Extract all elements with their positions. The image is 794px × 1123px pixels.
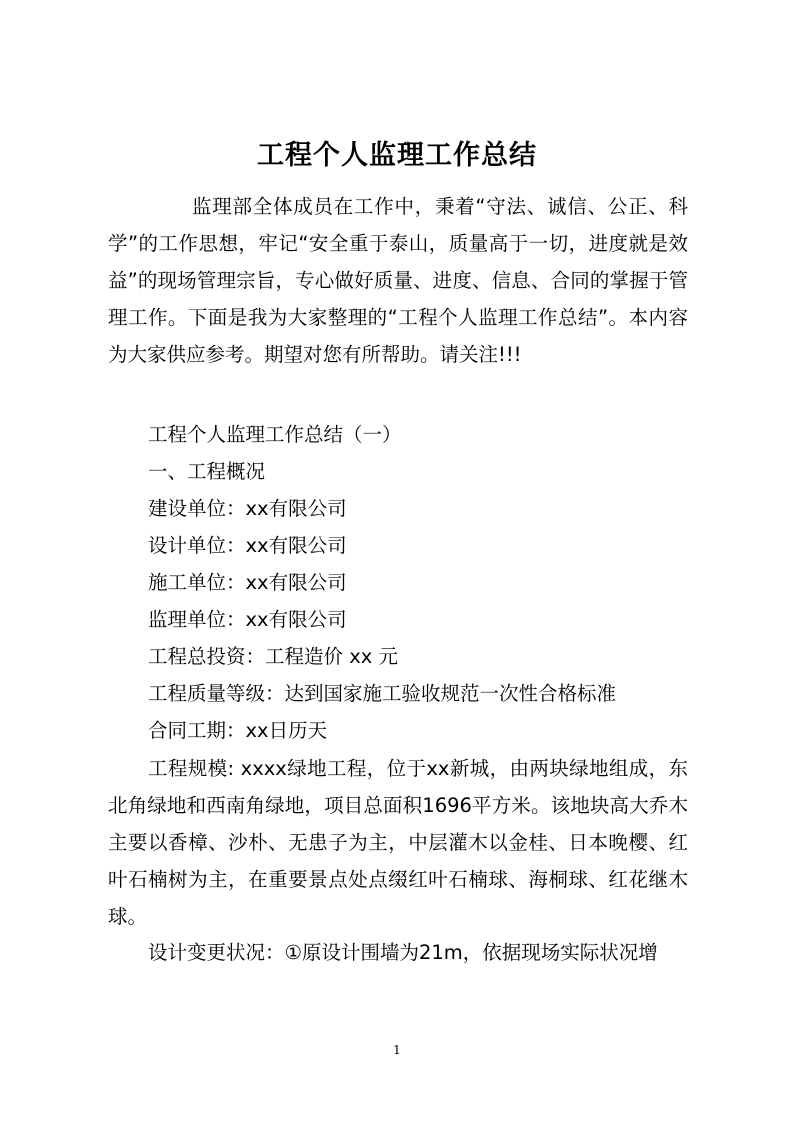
info-line-supervision-unit: 监理单位：xx有限公司 [148, 608, 347, 631]
info-line-builder-unit: 施工单位：xx有限公司 [148, 571, 347, 594]
info-line-contract-period: 合同工期：xx日历天 [148, 719, 328, 742]
info-line-quality-grade: 工程质量等级：达到国家施工验收规范一次性合格标准 [148, 682, 617, 705]
section-heading: 工程个人监理工作总结（一） [148, 423, 402, 446]
subsection-heading: 一、工程概况 [148, 460, 266, 483]
info-line-design-unit: 设计单位：xx有限公司 [148, 534, 347, 557]
intro-paragraph: 监理部全体成员在工作中，秉着“守法、诚信、公正、科学”的工作思想，牢记“安全重于泰山，质量高于一切，进度就是效益”的现场管理宗旨，专心做好质量、进度、信息、合同的掌握于管理工作。下面是我为大家整理的“工程个人监理工作总结”。本内容为大家供应参考。期望对您有所帮助。请关注!!! [108, 195, 688, 366]
document-title: 工程个人监理工作总结 [257, 140, 537, 171]
design-change-paragraph: 设计变更状况：①原设计围墙为21m，依据现场实际状况增 [148, 941, 658, 964]
info-line-construction-unit: 建设单位：xx有限公司 [148, 497, 347, 520]
page-number: 1 [393, 1043, 401, 1057]
scale-paragraph: 工程规模: xxxx绿地工程，位于xx新城，由两块绿地组成，东北角绿地和西南角绿地，项目总面积1696平方米。该地块高大乔木主要以香樟、沙朴、无患子为主，中层灌木以金桂、日本晚樱、红叶石楠树为主，在重要景点处点缀红叶石楠球、海桐球、红花继木球。 [108, 757, 688, 928]
info-line-total-investment: 工程总投资：工程造价 xx 元 [148, 645, 398, 668]
